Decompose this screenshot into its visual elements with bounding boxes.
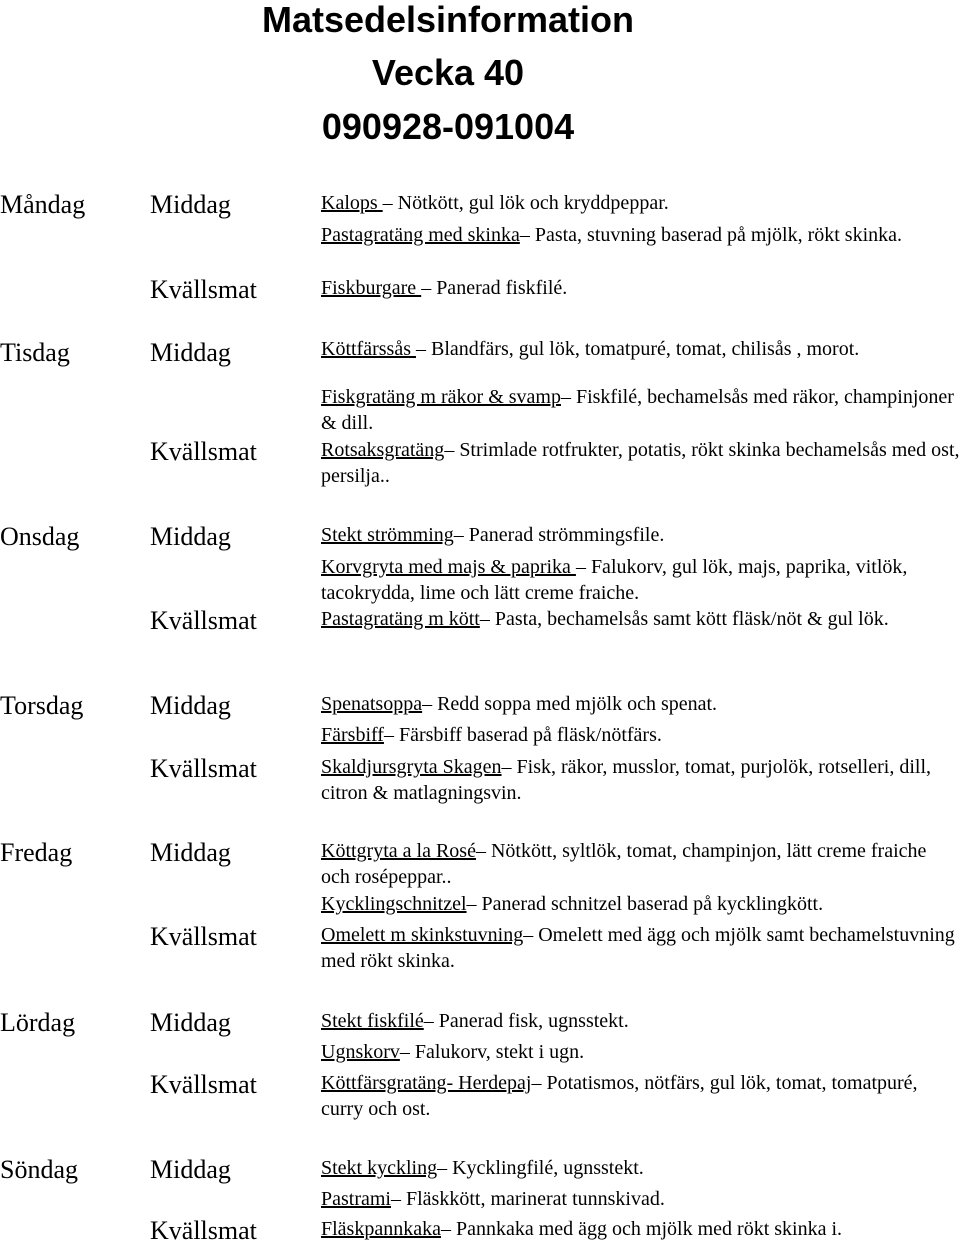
day-label-monday: Måndag	[0, 190, 86, 219]
dish-item	[321, 522, 960, 548]
dash: –	[453, 524, 464, 546]
week-label: Vecka 40	[371, 52, 525, 93]
dish-name: Köttfärssås	[321, 338, 416, 360]
dish-description: Redd soppa med mjölk och spenat.	[432, 693, 718, 715]
dish-description: Pannkaka med ägg och mjölk med rökt skinka i.	[450, 1218, 843, 1240]
dish-item	[321, 275, 960, 301]
dish-description: Färsbiff baserad på fläsk/nötfärs.	[393, 724, 662, 746]
dish-item	[321, 922, 960, 974]
dash: –	[523, 924, 534, 946]
dish-item	[321, 554, 960, 606]
meal-label-dinner: Kvällsmat	[150, 437, 257, 466]
dish-item	[321, 754, 960, 806]
dash: –	[440, 1218, 451, 1240]
dish-name: Köttfärsgratäng- Herdepaj	[321, 1072, 532, 1094]
dash: –	[479, 608, 490, 630]
dish-description: Fisk, räkor, musslor, tomat, purjolök, rotselleri, dill, citron & matlagningsvin.	[321, 756, 932, 804]
dish-name: Rotsaksgratäng	[321, 439, 445, 461]
dish-name: Stekt fiskfilé	[321, 1010, 424, 1032]
meal-label-lunch: Middag	[150, 190, 231, 219]
dish-name: Kycklingschnitzel	[321, 893, 467, 915]
dish-name: Fiskburgare	[321, 277, 422, 299]
day-label-friday: Fredag	[0, 838, 73, 867]
dish-name: Skaldjursgryta Skagen	[321, 756, 502, 778]
dish-name: Pastagratäng m kött	[321, 608, 480, 630]
dash: –	[501, 756, 512, 778]
dash: –	[422, 693, 433, 715]
dish-item	[321, 222, 960, 248]
dash: –	[466, 893, 477, 915]
dish-description: Nötkött, gul lök och kryddpeppar.	[392, 192, 669, 214]
dish-description: Kycklingfilé, ugnsstekt.	[447, 1157, 644, 1179]
dish-name: Pastrami	[321, 1188, 391, 1210]
dash: –	[437, 1157, 448, 1179]
dish-item	[321, 722, 960, 748]
day-label-saturday: Lördag	[0, 1008, 76, 1037]
dish-description: Blandfärs, gul lök, tomatpuré, tomat, chilisås , morot.	[425, 338, 860, 360]
dish-description: Fläskkött, marinerat tunnskivad.	[401, 1188, 665, 1210]
dash: –	[531, 1072, 542, 1094]
meal-label-dinner: Kvällsmat	[150, 1070, 257, 1099]
dish-item	[321, 1070, 960, 1122]
date-range: 090928-091004	[321, 106, 575, 147]
dish-description: Strimlade rotfrukter, potatis, rökt skinka bechamelsås med ost, persilja..	[321, 439, 960, 487]
dish-description: Panerad fisk, ugnsstekt.	[433, 1010, 629, 1032]
meal-label-lunch: Middag	[150, 1008, 231, 1037]
dish-item	[321, 606, 960, 632]
dish-description: Omelett med ägg och mjölk samt bechamelstuvning med rökt skinka.	[321, 924, 955, 972]
dish-name: Stekt strömming	[321, 524, 454, 546]
dash: –	[391, 1188, 401, 1210]
dish-item	[321, 190, 960, 216]
dish-name: Köttgryta a la Rosé	[321, 840, 476, 862]
dash: –	[423, 1010, 434, 1032]
dish-description: Fiskfilé, bechamelsås med räkor, champinjoner & dill.	[321, 386, 954, 434]
dash: –	[519, 224, 530, 246]
meal-label-lunch: Middag	[150, 522, 231, 551]
dash: –	[560, 386, 571, 408]
dish-name: Omelett m skinkstuvning	[321, 924, 524, 946]
meal-label-dinner: Kvällsmat	[150, 1216, 257, 1245]
meal-label-dinner: Kvällsmat	[150, 275, 257, 304]
meal-label-lunch: Middag	[150, 691, 231, 720]
meal-label-dinner: Kvällsmat	[150, 922, 257, 951]
meal-label-lunch: Middag	[150, 1155, 231, 1184]
dish-name: Fiskgratäng m räkor & svamp	[321, 386, 561, 408]
dish-item	[321, 1039, 960, 1065]
dish-item	[321, 691, 960, 717]
dish-description: Pasta, stuvning baserad på mjölk, rökt skinka.	[529, 224, 903, 246]
dish-description: Panerad strömmingsfile.	[463, 524, 665, 546]
dish-name: Pastagratäng med skinka	[321, 224, 520, 246]
dash: –	[444, 439, 455, 461]
dash: –	[382, 192, 393, 214]
dish-description: Panerad schnitzel baserad på kycklingkött.	[476, 893, 824, 915]
dish-description: Nötkött, syltlök, tomat, champinjon, lätt creme fraiche och rosépeppar..	[321, 840, 927, 888]
dash: –	[415, 338, 426, 360]
dish-name: Färsbiff	[321, 724, 384, 746]
dash: –	[399, 1041, 410, 1063]
dash: –	[383, 724, 394, 746]
dish-item	[321, 1155, 960, 1181]
dish-item	[321, 1008, 960, 1034]
dash: –	[575, 556, 586, 578]
dish-description: Potatismos, nötfärs, gul lök, tomat, tomatpuré, curry och ost.	[321, 1072, 918, 1120]
dish-name: Kalops	[321, 192, 383, 214]
day-label-wednesday: Onsdag	[0, 522, 80, 551]
dish-name: Korvgryta med majs & paprika	[321, 556, 576, 578]
dish-item	[321, 437, 960, 489]
dish-item	[321, 1186, 960, 1212]
dash: –	[421, 277, 432, 299]
meal-label-dinner: Kvällsmat	[150, 606, 257, 635]
dish-item	[321, 384, 960, 436]
dish-item	[321, 336, 960, 362]
dish-name: Spenatsoppa	[321, 693, 423, 715]
dish-name: Ugnskorv	[321, 1041, 400, 1063]
dish-item	[321, 1216, 960, 1242]
page-title: Matsedelsinformation	[261, 0, 635, 40]
meal-label-lunch: Middag	[150, 338, 231, 367]
dish-description: Falukorv, stekt i ugn.	[409, 1041, 585, 1063]
dish-description: Pasta, bechamelsås samt kött fläsk/nöt & gul lök.	[489, 608, 889, 630]
dish-item	[321, 891, 960, 917]
dish-item	[321, 838, 960, 890]
dash: –	[475, 840, 486, 862]
day-label-tuesday: Tisdag	[0, 338, 70, 367]
dish-name: Stekt kyckling	[321, 1157, 438, 1179]
day-label-thursday: Torsdag	[0, 691, 84, 720]
meal-label-lunch: Middag	[150, 838, 231, 867]
dish-description: Panerad fiskfilé.	[431, 277, 568, 299]
meal-label-dinner: Kvällsmat	[150, 754, 257, 783]
day-label-sunday: Söndag	[0, 1155, 78, 1184]
dish-description: Falukorv, gul lök, majs, paprika, vitlök, tacokrydda, lime och lätt creme fraiche.	[321, 556, 908, 604]
dish-name: Fläskpannkaka	[321, 1218, 441, 1240]
